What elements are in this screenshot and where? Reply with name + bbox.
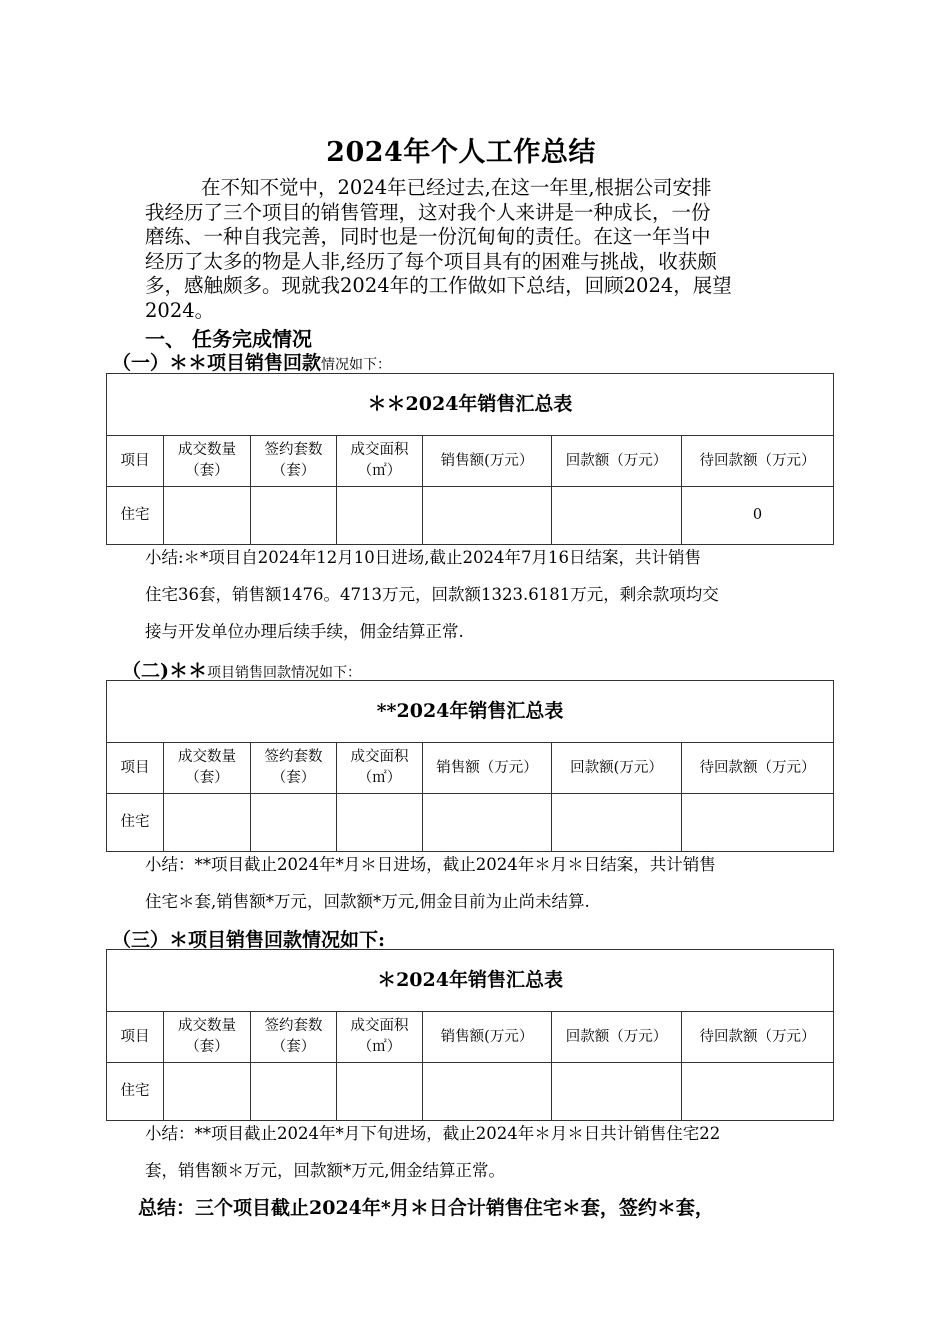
table-cell [164, 794, 251, 852]
table-cell: 住宅 [107, 1063, 164, 1121]
table-cell [251, 794, 337, 852]
table-cell [337, 1063, 423, 1121]
sales-summary-table [106, 949, 834, 1121]
table-cell [552, 1063, 682, 1121]
note-line: 接与开发单位办理后续手续，佣金结算正常. [145, 622, 464, 641]
table-cell: 0 [682, 487, 834, 545]
column-header: 待回款额（万元） [682, 1012, 834, 1063]
column-header: 项目 [107, 436, 164, 487]
project-heading [112, 925, 385, 952]
table-cell [423, 487, 552, 545]
note-line: 套，销售额＊万元，回款额*万元,佣金结算正常。 [145, 1161, 505, 1180]
column-header: 成交数量（套） [164, 436, 251, 487]
column-header: 成交数量（套） [164, 743, 251, 794]
project-heading-bold: （一）＊＊项目销售回款 [112, 352, 322, 374]
overall-summary: 总结：三个项目截止2024年*月＊日合计销售住宅＊套，签约＊套， [138, 1197, 714, 1219]
note-line: 住宅＊套,销售额*万元，回款额*万元,佣金目前为止尚未结算. [145, 892, 590, 911]
project-heading-bold: （二)＊＊ [122, 660, 207, 682]
intro-line: 我经历了三个项目的销售管理，这对我个人来讲是一种成长，一份 [145, 200, 711, 224]
section-heading: 一、 任务完成情况 [145, 327, 312, 351]
table-cell [552, 487, 682, 545]
project-note [145, 846, 815, 920]
table-title: ＊2024年销售汇总表 [107, 950, 834, 1012]
column-header: 销售额（万元） [423, 743, 552, 794]
project-note [145, 539, 815, 650]
note-line: 小结：**项目截止2024年*月＊日进场，截止2024年＊月＊日结案，共计销售 [145, 855, 716, 874]
column-header: 回款额(万元） [552, 743, 682, 794]
table-cell [251, 487, 337, 545]
column-header: 销售额(万元） [423, 436, 552, 487]
project-heading [112, 348, 391, 375]
document-title: 2024年个人工作总结 [326, 137, 596, 168]
column-header: 待回款额（万元） [682, 743, 834, 794]
project-heading-bold: （三）＊项目销售回款情况如下: [112, 929, 386, 951]
intro-line: 经历了太多的物是人非,经历了每个项目具有的困难与挑战，收获颇 [145, 249, 717, 273]
table-cell [337, 794, 423, 852]
table-cell: 住宅 [107, 487, 164, 545]
column-header: 销售额(万元） [423, 1012, 552, 1063]
column-header: 回款额（万元） [552, 1012, 682, 1063]
table-cell [164, 1063, 251, 1121]
table-cell [682, 1063, 834, 1121]
table-cell [682, 794, 834, 852]
note-line: 小结：**项目截止2024年*月下旬进场，截止2024年＊月＊日共计销售住宅22 [145, 1124, 721, 1143]
table-cell [337, 487, 423, 545]
intro-line: 在不知不觉中，2024年已经过去,在这一年里,根据公司安排 [201, 176, 712, 199]
intro-line: 磨练、一种自我完善，同时也是一份沉甸甸的责任。在这一年当中 [145, 225, 711, 248]
note-line: 住宅36套，销售额1476。4713万元，回款额1323.6181万元，剩余款项均交 [145, 585, 719, 604]
table-cell [423, 1063, 552, 1121]
column-header: 成交面积（㎡） [337, 1012, 423, 1063]
project-note [145, 1115, 815, 1189]
intro-line: 多，感触颇多。现就我2024年的工作做如下总结，回顾2024，展望 [145, 274, 732, 297]
column-header: 待回款额（万元） [682, 436, 834, 487]
column-header: 签约套数（套） [251, 1012, 337, 1063]
project-heading [122, 656, 361, 683]
table-title: ＊＊2024年销售汇总表 [107, 374, 834, 436]
column-header: 成交面积（㎡） [337, 743, 423, 794]
table-cell [423, 794, 552, 852]
table-cell [164, 487, 251, 545]
column-header: 回款额（万元） [552, 436, 682, 487]
sales-summary-table [106, 680, 834, 852]
sales-summary-table [106, 373, 834, 545]
intro-paragraph [145, 176, 810, 323]
column-header: 成交面积（㎡） [337, 436, 423, 487]
project-heading-small: 项目销售回款情况如下： [207, 665, 361, 681]
column-header: 成交数量（套） [164, 1012, 251, 1063]
column-header: 项目 [107, 1012, 164, 1063]
intro-line: 2024。 [145, 298, 215, 322]
table-cell [251, 1063, 337, 1121]
project-heading-small: 情况如下： [321, 357, 392, 373]
column-header: 签约套数（套） [251, 743, 337, 794]
column-header: 项目 [107, 743, 164, 794]
table-cell: 住宅 [107, 794, 164, 852]
table-cell [552, 794, 682, 852]
table-title: **2024年销售汇总表 [107, 681, 834, 743]
column-header: 签约套数（套） [251, 436, 337, 487]
note-line: 小结:＊*项目自2024年12月10日进场,截止2024年7月16日结案，共计销售 [145, 548, 702, 567]
